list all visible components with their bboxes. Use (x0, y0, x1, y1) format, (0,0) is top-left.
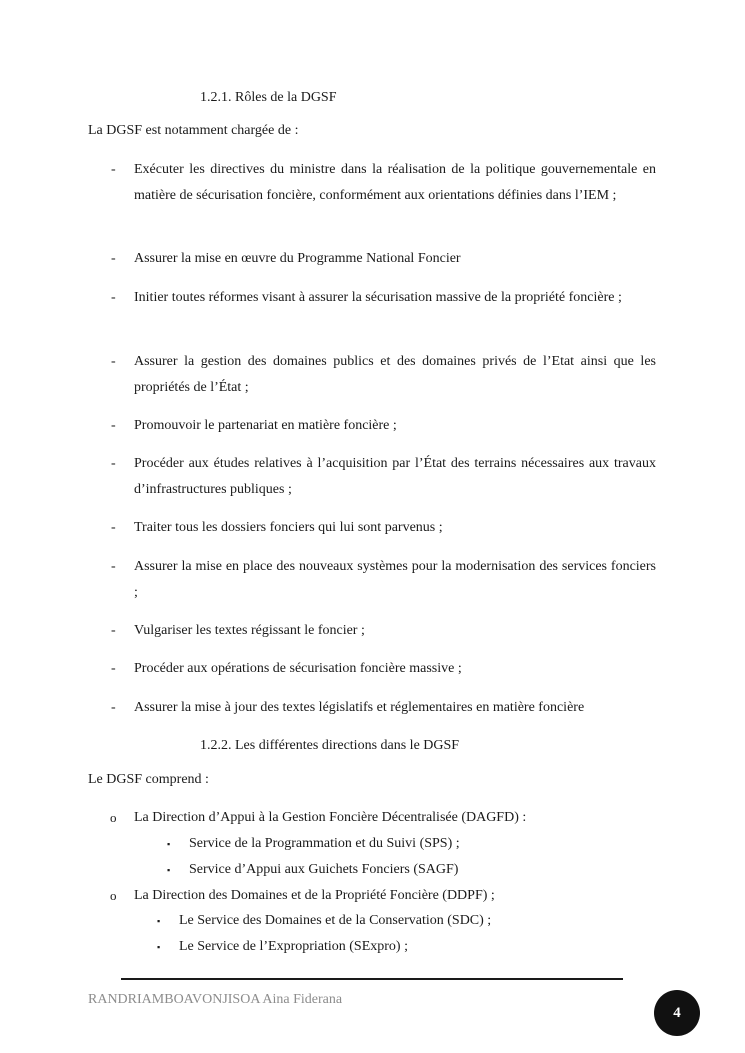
list-item: Procéder aux études relatives à l’acquisition par l’État des terrains nécessaires aux travaux d’infrastructures publiques ; (134, 456, 656, 497)
bullet-dash: - (111, 290, 116, 305)
bullet-dash: - (111, 251, 116, 266)
footer-rule (121, 978, 623, 980)
bullet-dash: - (111, 700, 116, 715)
list-item: Assurer la mise en place des nouveaux systèmes pour la modernisation des services fonciers ; (134, 559, 656, 600)
bullet-square: ▪ (167, 865, 171, 875)
list-item: Assurer la mise à jour des textes législatifs et réglementaires en matière foncière (134, 700, 585, 715)
direction-item: La Direction des Domaines et de la Propriété Foncière (DDPF) ; (134, 888, 495, 903)
bullet-dash: - (111, 661, 116, 676)
list-item: Initier toutes réformes visant à assurer la sécurisation massive de la propriété foncière ; (134, 290, 622, 305)
bullet-circle: o (110, 888, 117, 903)
list-item: Assurer la mise en œuvre du Programme National Foncier (134, 251, 461, 266)
bullet-square: ▪ (157, 916, 161, 926)
section-heading-directions: 1.2.2. Les différentes directions dans le DGSF (200, 738, 460, 753)
bullet-dash: - (111, 456, 116, 471)
service-item: Service d’Appui aux Guichets Fonciers (SAGF) (189, 862, 459, 877)
section-intro-directions: Le DGSF comprend : (88, 772, 209, 787)
service-item: Service de la Programmation et du Suivi (SPS) ; (189, 836, 460, 851)
bullet-dash: - (111, 162, 116, 177)
list-item: Procéder aux opérations de sécurisation foncière massive ; (134, 661, 462, 676)
direction-item: La Direction d’Appui à la Gestion Foncière Décentralisée (DAGFD) : (134, 810, 527, 825)
section-intro-roles: La DGSF est notamment chargée de : (88, 123, 299, 138)
service-item: Le Service de l’Expropriation (SExpro) ; (179, 939, 408, 954)
section-heading-roles: 1.2.1. Rôles de la DGSF (200, 90, 337, 105)
bullet-square: ▪ (167, 839, 171, 849)
bullet-dash: - (111, 623, 116, 638)
bullet-square: ▪ (157, 942, 161, 952)
bullet-dash: - (111, 559, 116, 574)
bullet-circle: o (110, 810, 117, 825)
list-item: Assurer la gestion des domaines publics et des domaines privés de l’Etat ainsi que les propriétés de l’État ; (134, 354, 656, 395)
list-item: Traiter tous les dossiers fonciers qui lui sont parvenus ; (134, 520, 443, 535)
bullet-dash: - (111, 354, 116, 369)
page-number-badge: 4 (654, 990, 700, 1036)
list-item: Exécuter les directives du ministre dans la réalisation de la politique gouvernementale en matière de sécurisation foncière, conformément aux orientations définies dans l’IEM ; (134, 162, 656, 203)
bullet-dash: - (111, 520, 116, 535)
list-item: Promouvoir le partenariat en matière foncière ; (134, 418, 397, 433)
service-item: Le Service des Domaines et de la Conservation (SDC) ; (179, 913, 492, 928)
bullet-dash: - (111, 418, 116, 433)
footer-author: RANDRIAMBOAVONJISOA Aina Fiderana (88, 992, 343, 1007)
list-item: Vulgariser les textes régissant le foncier ; (134, 623, 365, 638)
